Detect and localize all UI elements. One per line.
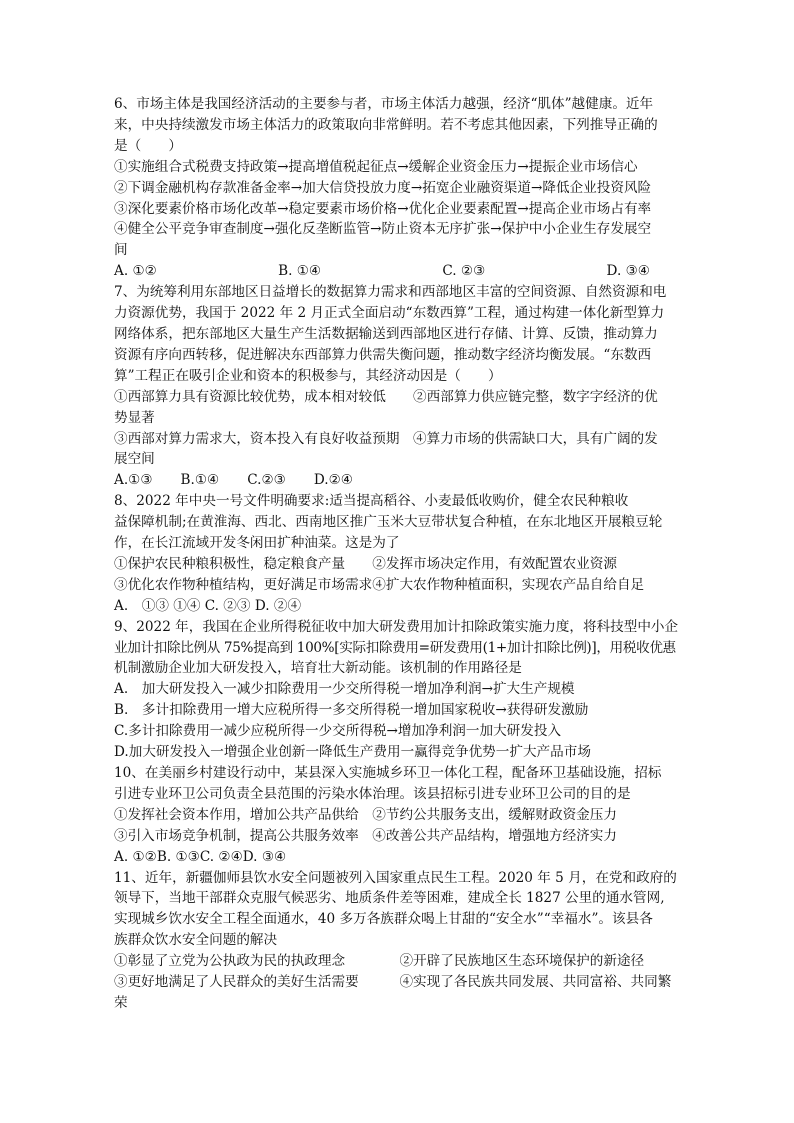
- q6-option-d[interactable]: D. ③④: [606, 263, 650, 280]
- q11-item: 荣: [114, 994, 128, 1011]
- q6-options: [114, 261, 686, 282]
- question-8: [114, 491, 686, 616]
- question-11: [114, 868, 686, 1014]
- q11-stem-line: 11、近年，新疆伽师县饮水安全问题被列入国家重点民生工程。2020 年 5 月，在党和政府的: [114, 869, 677, 886]
- q8-item: ①保护农民种粮积极性，稳定粮食产量 ②发挥市场决定作用，有效配置农业资源: [114, 555, 617, 572]
- q9-stem-line: 机制激励企业加大研发投入，培育壮大新动能。该机制的作用路径是: [114, 660, 522, 677]
- q7-option-c[interactable]: C.②③: [247, 472, 286, 489]
- q7-stem-line: 资源有序向西转移，促进解决东西部算力供需失衡问题，推动数字经济均衡发展。“东数西: [114, 346, 652, 363]
- q8-stem-line: 作，在长江流域开发冬闲田扩种油菜。这是为了: [114, 535, 400, 552]
- q6-stem-line: 6、市场主体是我国经济活动的主要参与者，市场主体活力越强，经济“肌体”越健康。近年: [114, 96, 654, 112]
- q9-option-d[interactable]: D.加大研发投入一增强企业创新一降低生产费用一赢得竞争优势一扩大产品市场: [114, 744, 591, 761]
- q7-stem-line: 7、为统筹利用东部地区日益增长的数据算力需求和西部地区丰富的空间资源、自然资源和电: [114, 284, 667, 301]
- q10-item: ①发挥社会资本作用，增加公共产品供给 ②节约公共服务支出，缓解财政资金压力: [114, 806, 617, 823]
- q7-stem-line: 算”工程正在吸引企业和资本的积极参与，其经济动因是（ ）: [114, 367, 502, 384]
- q9-option-b[interactable]: B. 多计扣除费用一增大应税所得一多交所得税一增加国家税收→获得研发激励: [114, 702, 589, 719]
- q10-stem-line: 10、在美丽乡村建设行动中，某县深入实施城乡环卫一体化工程，配备环卫基础设施，招标: [114, 765, 662, 781]
- q6-stem-line: 来，中央持续激发市场主体活力的政策取向非常鲜明。若不考虑其他因素，下列推导正确的: [114, 116, 658, 133]
- q6-option-b[interactable]: B. ①④: [278, 263, 322, 280]
- q9-option-c[interactable]: C.多计扣除费用一减少应税所得一少交所得税→增加净利润一加大研发投入: [114, 723, 562, 740]
- q7-option-a[interactable]: A.①③: [114, 472, 153, 489]
- q6-item: ④健全公平竞争审查制度→强化反垄断监管→防止资本无序扩张→保护中小企业生存发展空: [114, 221, 652, 238]
- q9-stem-line: 9、2022 年，我国在企业所得税征收中加大研发费用加计扣除政策实施力度，将科技型中小企: [114, 618, 679, 635]
- q6-option-c[interactable]: C. ②③: [442, 263, 486, 280]
- q10-item: ③引入市场竞争机制，提高公共服务效率 ④改善公共产品结构，增强地方经济实力: [114, 827, 617, 844]
- q6-option-a[interactable]: A. ①②: [114, 263, 157, 280]
- q7-option-b[interactable]: B.①④: [180, 472, 220, 489]
- q10-options[interactable]: A. ①②B. ①③C. ②④D. ③④: [114, 848, 287, 865]
- q7-item: ③西部对算力需求大，资本投入有良好收益预期 ④算力市场的供需缺口大，具有广阔的发: [114, 430, 658, 447]
- q7-options: [114, 470, 686, 491]
- q6-item: ③深化要素价格市场化改革→稳定要素市场价格→优化企业要素配置→提高企业市场占有率: [114, 200, 652, 217]
- q8-options[interactable]: A. ①③ ①④ C. ②③ D. ②④: [114, 597, 302, 614]
- q6-stem-line: 是（ ）: [114, 137, 182, 154]
- q9-option-a[interactable]: A. 加大研发投入一减少扣除费用一少交所得税一增加净利润→扩大生产规模: [114, 681, 575, 698]
- q11-item: ③更好地满足了人民群众的美好生活需要 ④实现了各民族共同发展、共同富裕、共同繁: [114, 974, 672, 991]
- q7-item: ①西部算力具有资源比较优势，成本相对较低 ②西部算力供应链完整，数字字经济的优: [114, 388, 658, 405]
- q7-stem-line: 力资源优势，我国于 2022 年 2 月正式全面启动“东数西算”工程，通过构建一体化新型算力: [114, 305, 665, 322]
- q9-stem-line: 业加计扣除比例从 75%提高到 100%[实际扣除费用=研发费用(1+加计扣除比例)]，用税收优惠: [114, 639, 676, 656]
- q8-stem-line: 益保障机制;在黄淮海、西北、西南地区推广玉米大豆带状复合种植，在东北地区开展粮豆轮: [114, 514, 663, 531]
- question-7: [114, 282, 686, 491]
- q11-stem-line: 族群众饮水安全问题的解决: [114, 932, 278, 949]
- q11-item: ①彰显了立党为公执政为民的执政理念 ②开辟了民族地区生态环境保护的新途径: [114, 953, 645, 970]
- q7-item: 展空间: [114, 451, 155, 468]
- q10-stem-line: 引进专业环卫公司负责全县范围的污染水体治理。该县招标引进专业环卫公司的目的是: [114, 785, 631, 802]
- q6-item: ②下调金融机构存款准备金率→加大信贷投放力度→拓宽企业融资渠道→降低企业投资风险: [114, 179, 652, 196]
- exam-page: [114, 94, 686, 1014]
- q8-stem-line: 8、2022 年中央一号文件明确要求:适当提高稻谷、小麦最低收购价，健全农民种粮收: [114, 493, 629, 510]
- q11-stem-line: 实现城乡饮水安全工程全面通水，40 多万各族群众喝上甘甜的“安全水”“幸福水”。该县各: [114, 911, 653, 928]
- q8-item: ③优化农作物种植结构，更好满足市场需求④扩大农作物种植面积，实现农产品自给自足: [114, 576, 645, 593]
- q6-item: ①实施组合式税费支持政策→提高增值税起征点→缓解企业资金压力→提振企业市场信心: [114, 158, 638, 175]
- question-10: [114, 763, 686, 868]
- q7-stem-line: 网络体系，把东部地区大量生产生活数据输送到西部地区进行存储、计算、反馈，推动算力: [114, 325, 658, 342]
- q6-item: 间: [114, 242, 128, 259]
- q7-item: 势显著: [114, 409, 155, 426]
- question-6: [114, 94, 686, 282]
- q7-option-d[interactable]: D.②④: [313, 472, 353, 489]
- q11-stem-line: 领导下，当地干部群众克服气候恶劣、地质条件差等困难，建成全长 1827 公里的通水管网,: [114, 890, 665, 907]
- question-9: [114, 617, 686, 763]
